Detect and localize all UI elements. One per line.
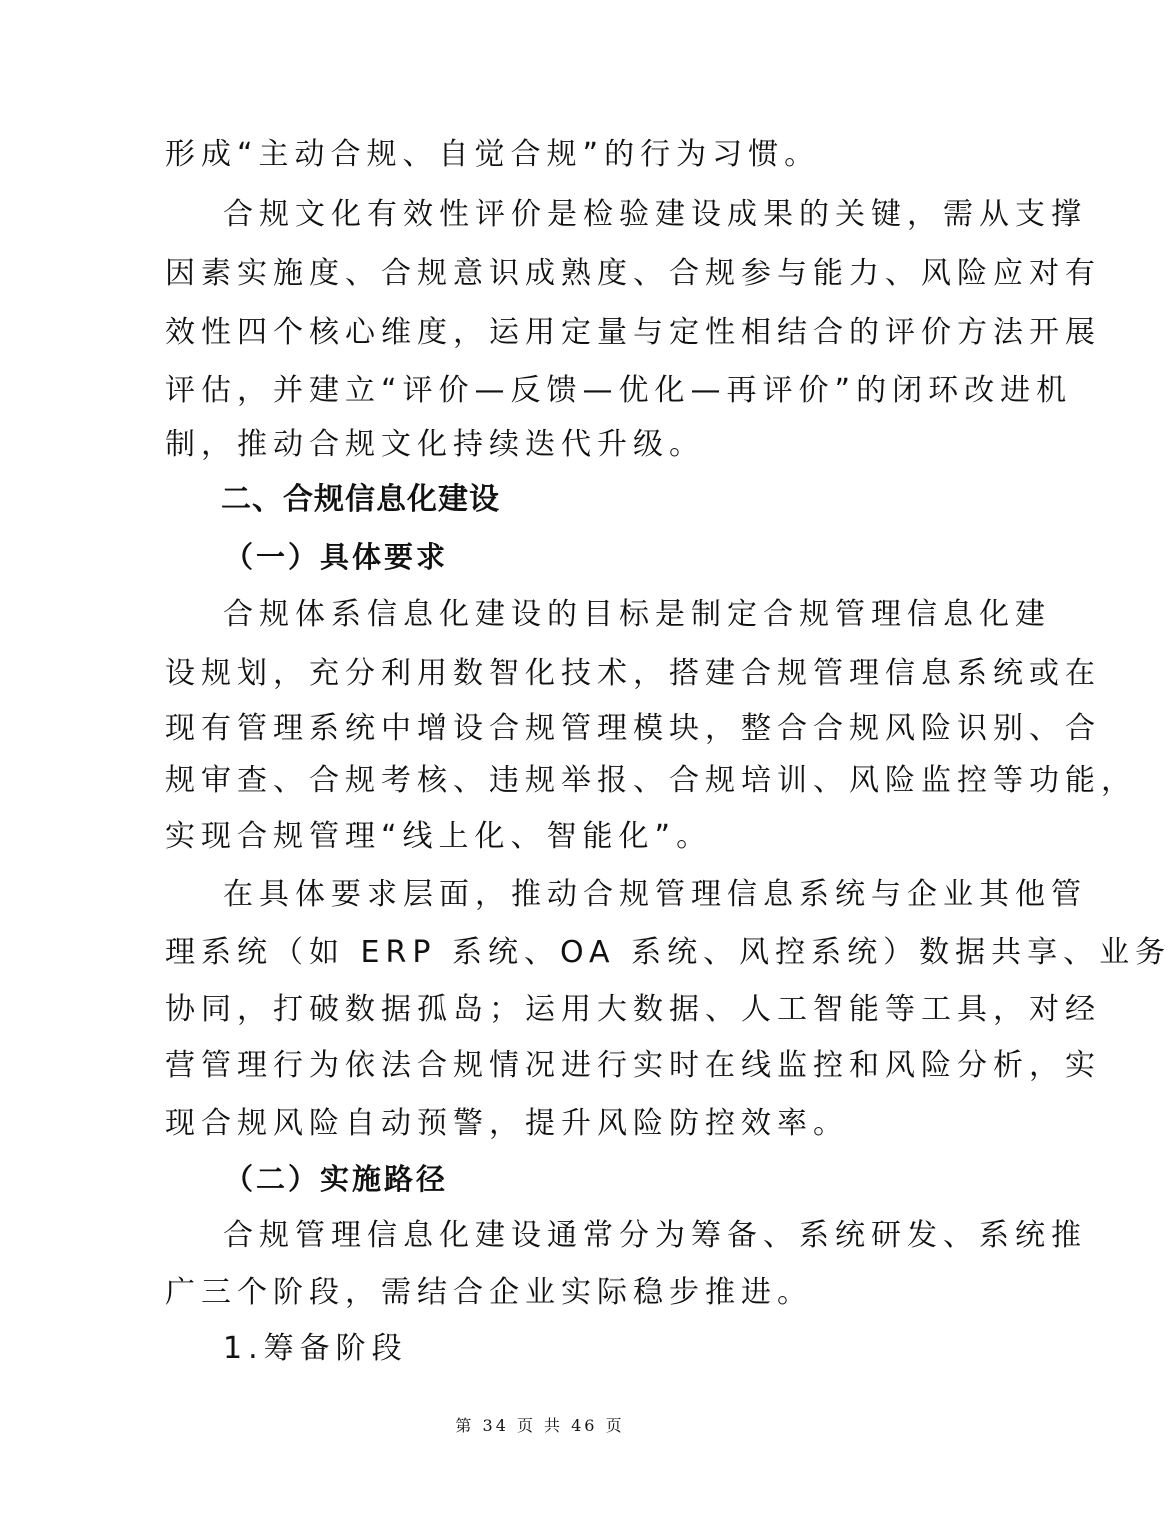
body-line: 规审查、合规考核、违规举报、合规培训、风险监控等功能， — [165, 763, 1137, 798]
body-line: 营管理行为依法合规情况进行实时在线监控和风险分析，实 — [165, 1048, 1101, 1083]
body-line: 合规体系信息化建设的目标是制定合规管理信息化建 — [223, 597, 1051, 632]
body-line: 设规划，充分利用数智化技术，搭建合规管理信息系统或在 — [165, 656, 1101, 691]
body-line: 评估，并建立“评价—反馈—优化—再评价”的闭环改进机 — [165, 373, 1073, 408]
body-line: 1.筹备阶段 — [223, 1331, 408, 1366]
body-line: 形成“主动合规、自觉合规”的行为习惯。 — [165, 137, 821, 172]
section-heading: 二、合规信息化建设 — [221, 482, 500, 517]
body-line: 广三个阶段，需结合企业实际稳步推进。 — [165, 1275, 813, 1310]
body-line: 实现合规管理“线上化、智能化”。 — [165, 819, 713, 854]
subsection-heading: （一）具体要求 — [224, 540, 449, 574]
body-line: 合规文化有效性评价是检验建设成果的关键，需从支撑 — [223, 197, 1087, 232]
page-number-footer: 第 34 页 共 46 页 — [455, 1416, 625, 1435]
body-line: 效性四个核心维度，运用定量与定性相结合的评价方法开展 — [165, 315, 1101, 350]
body-line: 因素实施度、合规意识成熟度、合规参与能力、风险应对有 — [165, 256, 1101, 291]
body-line: 现合规风险自动预警，提升风险防控效率。 — [165, 1106, 849, 1141]
body-line: 制，推动合规文化持续迭代升级。 — [165, 427, 705, 462]
body-line: 现有管理系统中增设合规管理模块，整合合规风险识别、合 — [165, 711, 1101, 746]
subsection-heading: （二）实施路径 — [224, 1162, 449, 1196]
body-line: 在具体要求层面，推动合规管理信息系统与企业其他管 — [223, 877, 1087, 912]
body-line: 合规管理信息化建设通常分为筹备、系统研发、系统推 — [223, 1218, 1087, 1253]
body-line: 协同，打破数据孤岛；运用大数据、人工智能等工具，对经 — [165, 992, 1101, 1027]
body-line: 理系统（如 ERP 系统、OA 系统、风控系统）数据共享、业务 — [165, 935, 1171, 970]
